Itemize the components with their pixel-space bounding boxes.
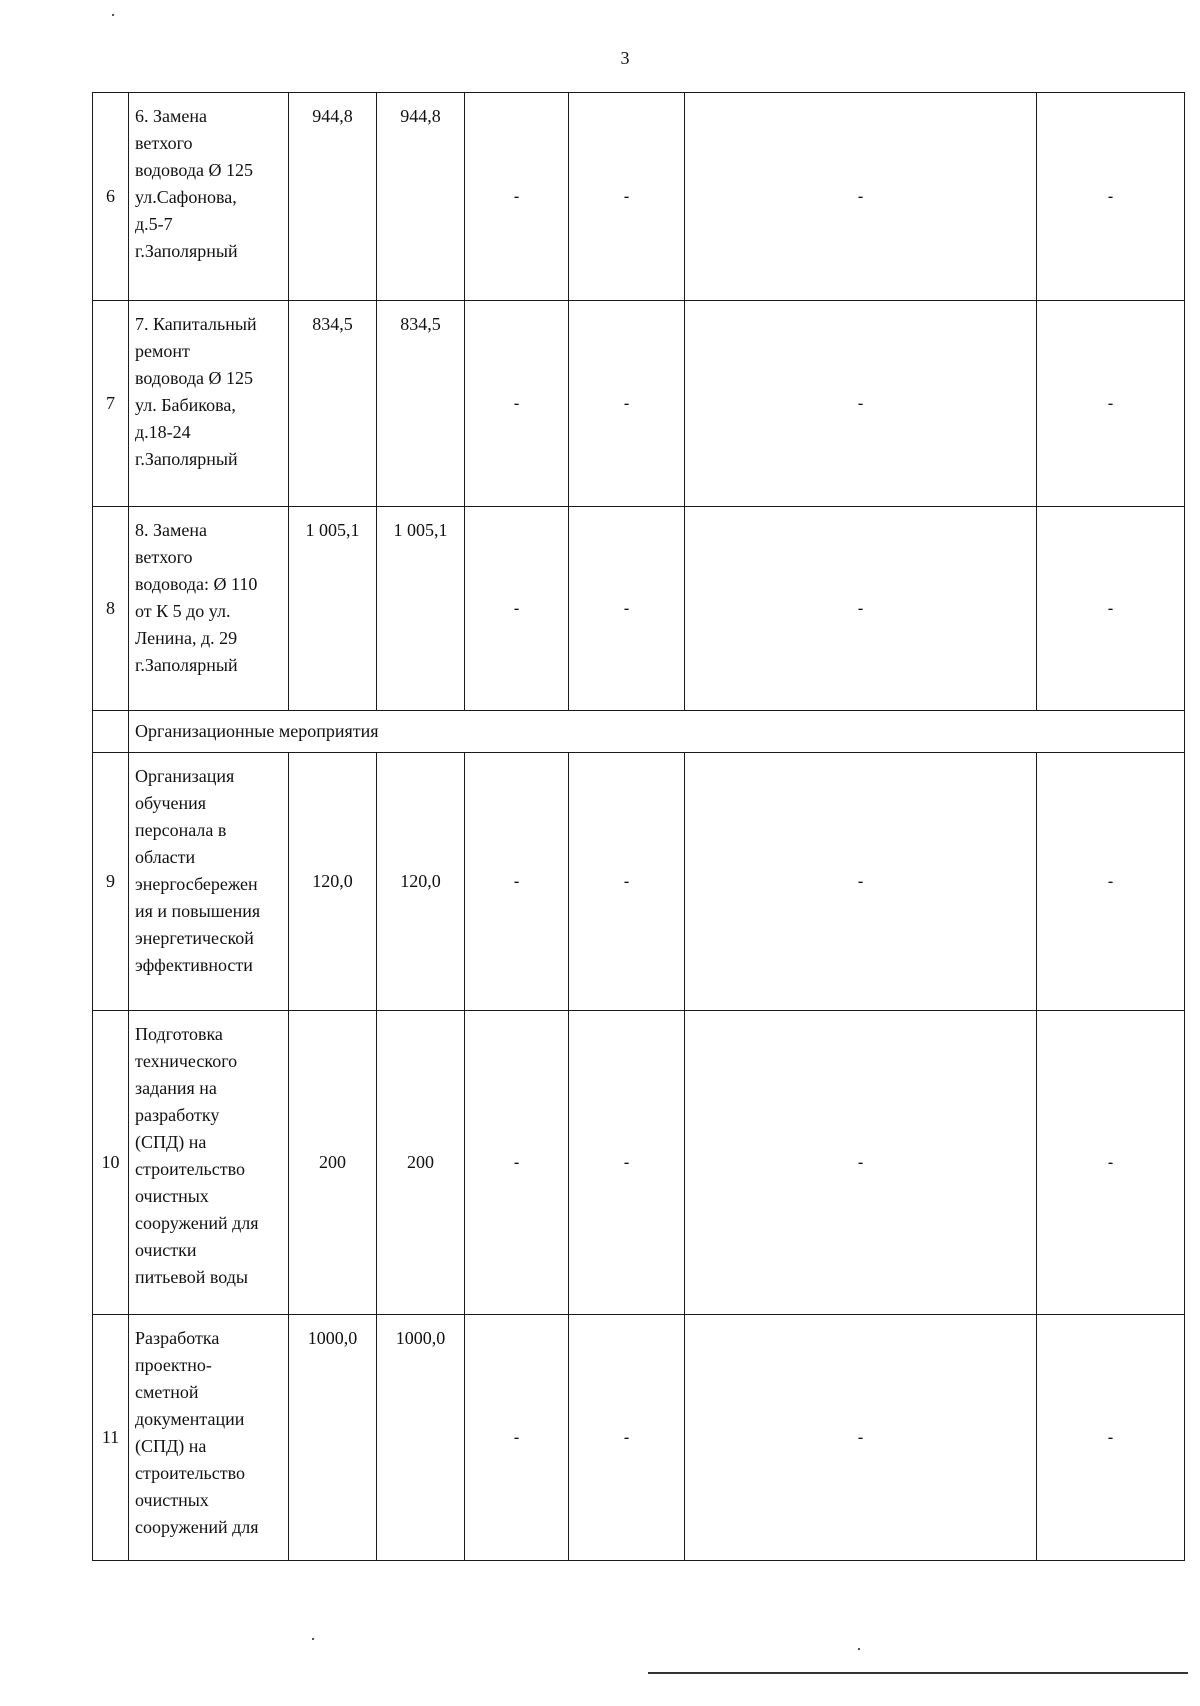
section-title: Организационные мероприятия	[129, 711, 1185, 753]
row-name: 6. Замена ветхого водовода Ø 125 ул.Сафонова, д.5-7 г.Заполярный	[129, 93, 289, 301]
scan-speck	[312, 1638, 314, 1640]
footer-rule	[648, 1672, 1188, 1674]
row-number: 9	[93, 753, 129, 1011]
cell-value-budget: 944,8	[377, 93, 465, 301]
row-name: 8. Замена ветхого водовода: Ø 110 от К 5 до ул. Ленина, д. 29 г.Заполярный	[129, 507, 289, 711]
cell-value-budget: 120,0	[377, 753, 465, 1011]
cell-dash: -	[465, 93, 569, 301]
cell-dash: -	[569, 753, 685, 1011]
cell-value-total: 944,8	[289, 93, 377, 301]
cell-dash: -	[685, 93, 1037, 301]
cell-dash: -	[569, 1315, 685, 1561]
section-row	[93, 711, 1185, 753]
cell-value-total: 1000,0	[289, 1315, 377, 1561]
section-blank-cell	[93, 711, 129, 753]
cell-dash: -	[1037, 1011, 1185, 1315]
cell-dash: -	[685, 507, 1037, 711]
measures-table	[92, 92, 1185, 1561]
scan-speck	[858, 1648, 860, 1650]
cell-dash: -	[1037, 1315, 1185, 1561]
table-row	[93, 753, 1185, 1011]
table-row	[93, 93, 1185, 301]
page-number: 3	[620, 48, 630, 68]
row-number: 6	[93, 93, 129, 301]
cell-dash: -	[465, 1315, 569, 1561]
cell-dash: -	[685, 1011, 1037, 1315]
table-row	[93, 301, 1185, 507]
row-number: 7	[93, 301, 129, 507]
cell-value-total: 120,0	[289, 753, 377, 1011]
cell-value-total: 834,5	[289, 301, 377, 507]
cell-dash: -	[685, 301, 1037, 507]
cell-dash: -	[685, 1315, 1037, 1561]
row-number: 10	[93, 1011, 129, 1315]
row-number: 8	[93, 507, 129, 711]
cell-value-total: 1 005,1	[289, 507, 377, 711]
cell-dash: -	[465, 753, 569, 1011]
cell-dash: -	[465, 1011, 569, 1315]
table-row	[93, 1011, 1185, 1315]
cell-dash: -	[569, 301, 685, 507]
cell-value-total: 200	[289, 1011, 377, 1315]
cell-value-budget: 200	[377, 1011, 465, 1315]
cell-dash: -	[1037, 301, 1185, 507]
row-name: 7. Капитальный ремонт водовода Ø 125 ул. Бабикова, д.18-24 г.Заполярный	[129, 301, 289, 507]
cell-value-budget: 1000,0	[377, 1315, 465, 1561]
cell-dash: -	[465, 301, 569, 507]
cell-dash: -	[569, 507, 685, 711]
cell-dash: -	[1037, 93, 1185, 301]
table-row	[93, 1315, 1185, 1561]
scan-speck	[112, 14, 114, 16]
cell-dash: -	[1037, 507, 1185, 711]
row-name: Разработка проектно- сметной документации (СПД) на строительство очистных сооружений для	[129, 1315, 289, 1561]
cell-value-budget: 834,5	[377, 301, 465, 507]
row-number: 11	[93, 1315, 129, 1561]
cell-dash: -	[1037, 753, 1185, 1011]
cell-dash: -	[569, 93, 685, 301]
row-name: Организация обучения персонала в области энергосбережен ия и повышения энергетической эффективности	[129, 753, 289, 1011]
row-name: Подготовка технического задания на разработку (СПД) на строительство очистных сооружений для очистки питьевой воды	[129, 1011, 289, 1315]
cell-value-budget: 1 005,1	[377, 507, 465, 711]
cell-dash: -	[569, 1011, 685, 1315]
table-row	[93, 507, 1185, 711]
cell-dash: -	[465, 507, 569, 711]
cell-dash: -	[685, 753, 1037, 1011]
